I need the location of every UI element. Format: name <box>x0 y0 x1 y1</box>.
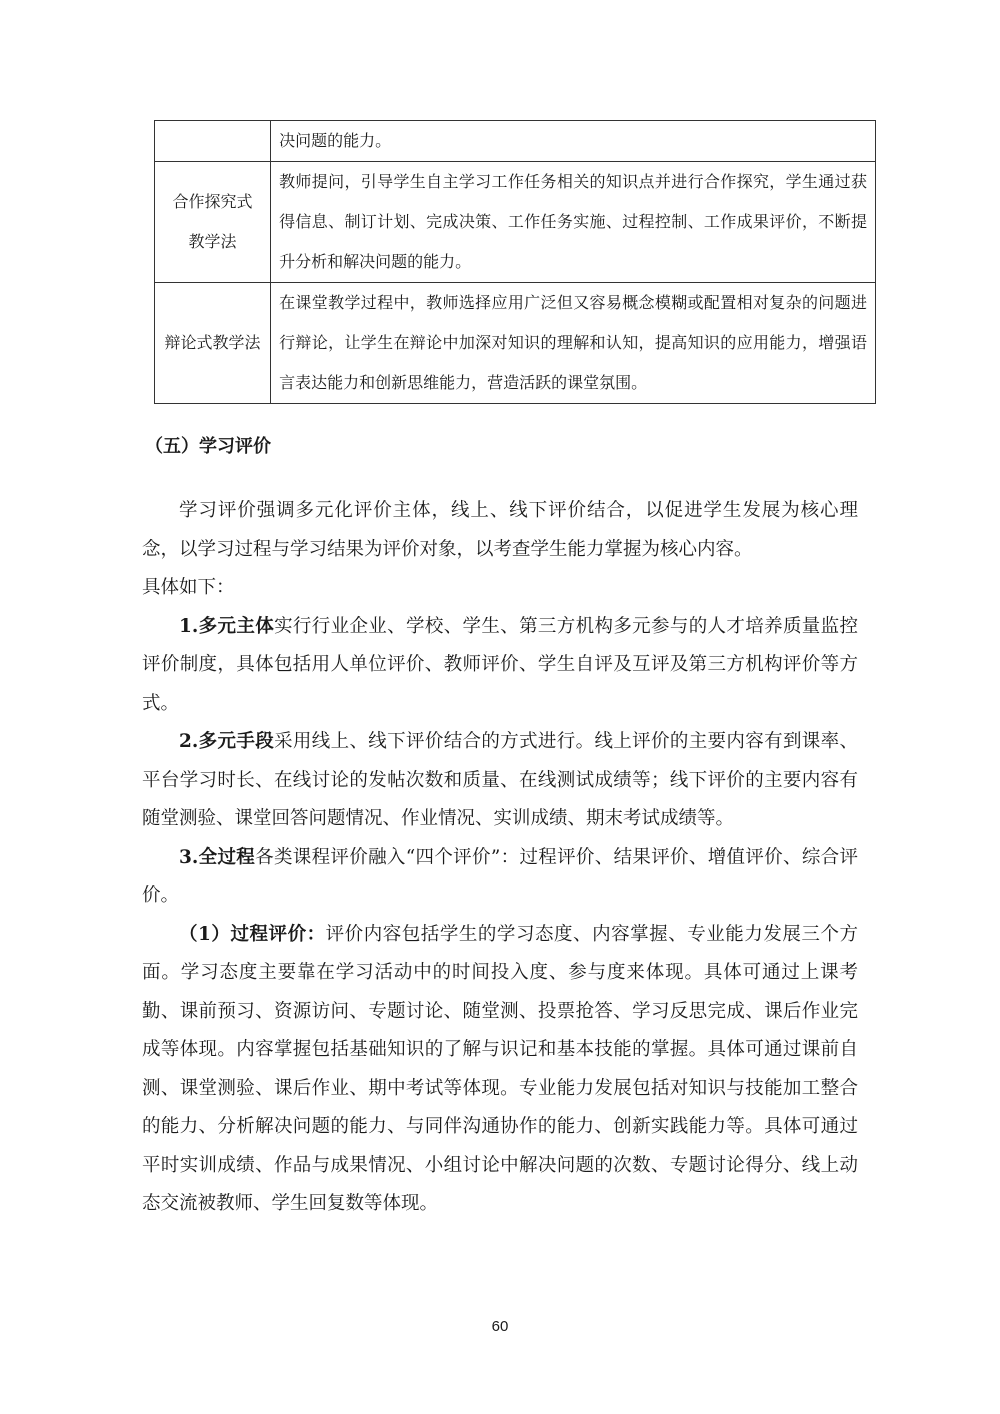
description-cell: 在课堂教学过程中，教师选择应用广泛但又容易概念模糊或配置相对复杂的问题进行辩论，让学生在辩论中加深对知识的理解和认知，提高知识的应用能力，增强语言表达能力和创新思维能力，营造活跃的课堂氛围。 <box>271 283 876 404</box>
item-title: 3.全过程 <box>179 846 256 868</box>
table-row <box>155 162 876 283</box>
item-paragraph <box>142 608 858 724</box>
sub-item-text: 评价内容包括学生的学习态度、内容掌握、专业能力发展三个方面。学习态度主要靠在学习活动中的时间投入度、参与度来体现。具体可通过上课考勤、课前预习、资源访问、专题讨论、随堂测、投票抢答、学习反思完成、课后作业完成等体现。内容掌握包括基础知识的了解与识记和基本技能的掌握。具体可通过课前自测、课堂测验、课后作业、期中考试等体现。专业能力发展包括对知识与技能加工整合的能力、分析解决问题的能力、与同伴沟通协作的能力、创新实践能力等。具体可通过平时实训成绩、作品与成果情况、小组讨论中解决问题的次数、专题讨论得分、线上动态交流被教师、学生回复数等体现。 <box>142 923 858 1214</box>
item-title: 1.多元主体 <box>179 615 275 637</box>
method-label-line1: 合作探究式 <box>172 192 253 211</box>
intro-tail: 具体如下： <box>142 577 235 598</box>
item-paragraph <box>142 839 858 916</box>
teaching-methods-table <box>154 120 876 404</box>
method-cell <box>155 121 271 162</box>
sub-item-title: （1）过程评价： <box>179 923 326 945</box>
section-heading: （五）学习评价 <box>145 436 271 457</box>
sub-item-paragraph <box>142 916 858 1224</box>
item-paragraph <box>142 723 858 839</box>
method-label-line2: 教学法 <box>188 232 237 251</box>
description-cell: 决问题的能力。 <box>271 121 876 162</box>
table-row <box>155 283 876 404</box>
item-title: 2.多元手段 <box>179 731 275 752</box>
item-text: 采用线上、线下评价结合的方式进行。线上评价的主要内容有到课率、平台学习时长、在线讨论的发帖次数和质量、在线测试成绩等；线下评价的主要内容有随堂测验、课堂回答问题情况、作业情况、实训成绩、期末考试成绩等。 <box>142 731 858 829</box>
method-cell <box>155 162 271 283</box>
item-text: 各类课程评价融入“四个评价”：过程评价、结果评价、增值评价、综合评价。 <box>142 846 858 906</box>
item-text: 实行行业企业、学校、学生、第三方机构多元参与的人才培养质量监控评价制度，具体包括用人单位评价、教师评价、学生自评及互评及第三方机构评价等方式。 <box>142 615 858 714</box>
page-number: 60 <box>491 1318 509 1335</box>
table-row <box>155 121 876 162</box>
intro-paragraph: 学习评价强调多元化评价主体，线上、线下评价结合，以促进学生发展为核心理念，以学习过程与学习结果为评价对象，以考查学生能力掌握为核心内容。 <box>142 500 858 560</box>
method-cell: 辩论式教学法 <box>155 283 271 404</box>
description-cell: 教师提问，引导学生自主学习工作任务相关的知识点并进行合作探究，学生通过获得信息、制订计划、完成决策、工作任务实施、过程控制、工作成果评价，不断提升分析和解决问题的能力。 <box>271 162 876 283</box>
section-body <box>142 492 858 1224</box>
